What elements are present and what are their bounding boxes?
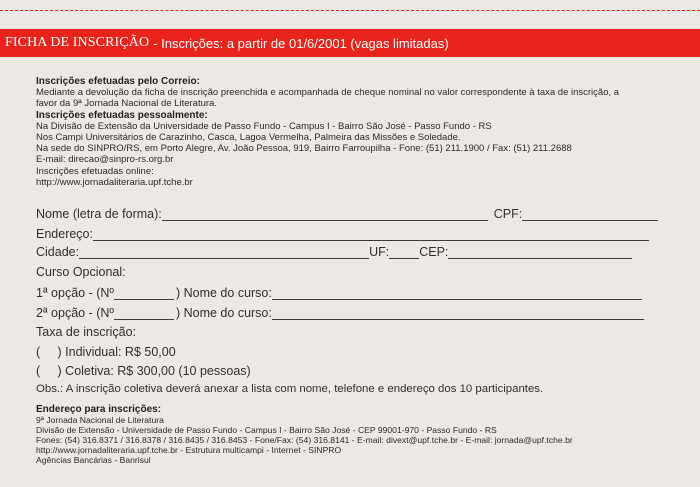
taxa-label: Taxa de inscrição:	[36, 325, 137, 339]
coletiva-row	[36, 364, 251, 378]
endereco-field[interactable]	[93, 228, 649, 241]
opcao1-row	[36, 286, 642, 300]
personal-line-3: Na sede do SINPRO/RS, em Porto Alegre, Av. João Pessoa, 919, Bairro Farroupilha - Fone: (51) 211.1900 / Fax: (51) 211.2688	[36, 143, 572, 155]
cidade-row	[36, 245, 632, 259]
cpf-field[interactable]	[522, 208, 658, 221]
cpf-label: CPF:	[493, 207, 523, 221]
obs-row	[36, 383, 543, 395]
nome-field[interactable]	[162, 208, 488, 221]
registration-info	[36, 76, 656, 188]
cep-field[interactable]	[448, 246, 632, 259]
form-subtitle: - Inscrições: a partir de 01/6/2001 (vagas limitadas)	[153, 35, 449, 51]
footer-line-2: Divisão de Extensão - Universidade de Passo Fundo - Campus I - Bairro São José - CEP 99001-970 - Passo Fundo - RS	[36, 425, 497, 435]
opcao2-curso-field[interactable]	[272, 307, 644, 320]
footer-line-5: Agências Bancárias - Banrisul	[36, 455, 151, 465]
opcao2-number-field[interactable]	[114, 307, 174, 320]
taxa-row	[36, 325, 136, 339]
individual-label: ) Individual: R$ 50,00	[57, 345, 176, 359]
online-url: http://www.jornadaliteraria.upf.tche.br	[36, 177, 193, 189]
opcao2-label: 2ª opção - (Nº	[36, 306, 114, 320]
cut-line	[0, 10, 700, 11]
footer-address	[36, 404, 656, 465]
email-line: E-mail: direcao@sinpro-rs.org.br	[36, 154, 174, 166]
personal-heading: Inscrições efetuadas pessoalmente:	[36, 109, 208, 121]
opcao1-curso-field[interactable]	[272, 287, 642, 300]
personal-line-1: Na Divisão de Extensão da Universidade de Passo Fundo - Campus I - Bairro São José - Passo Fundo - RS	[36, 120, 492, 132]
footer-line-3: Fones: (54) 316.8371 / 316.8378 / 316.8435 / 316.8453 - Fone/Fax: (54) 316.8141 - E-mail: divext@upf.tche.br - E-mail: jornada@upf.tche.br	[36, 435, 573, 445]
opcao1-curso-label: ) Nome do curso:	[175, 286, 272, 300]
opcao2-curso-label: ) Nome do curso:	[175, 306, 272, 320]
mail-text-1: Mediante a devolução da ficha de inscrição preenchida e acompanhada de cheque nominal no valor correspondente à taxa de inscrição, a	[36, 87, 620, 98]
obs-text: Obs.: A inscrição coletiva deverá anexar a lista com nome, telefone e endereço dos 10 participantes.	[36, 383, 544, 395]
endereco-row	[36, 227, 649, 241]
mail-heading: Inscrições efetuadas pelo Correio:	[36, 76, 200, 87]
cep-label: CEP:	[419, 245, 449, 259]
coletiva-label: ) Coletiva: R$ 300,00 (10 pessoas)	[57, 364, 251, 378]
curso-opcional-row	[36, 265, 126, 279]
footer-heading: Endereço para inscrições:	[36, 404, 162, 415]
opcao1-label: 1ª opção - (Nº	[36, 286, 114, 300]
cidade-field[interactable]	[79, 246, 369, 259]
coletiva-checkbox[interactable]: (	[36, 364, 58, 378]
mail-text-2: favor da 9ª Jornada Nacional de Literatura.	[36, 98, 217, 110]
nome-label: Nome (letra de forma):	[36, 207, 162, 221]
footer-line-1: 9ª Jornada Nacional de Literatura	[36, 415, 164, 425]
cidade-label: Cidade:	[36, 245, 80, 259]
personal-line-2: Nos Campi Universitários de Carazinho, Casca, Lagoa Vermelha, Palmeira das Missões e Soledade.	[36, 131, 461, 143]
individual-checkbox[interactable]: (	[36, 345, 58, 359]
online-label: Inscrições efetuadas online:	[36, 165, 154, 177]
footer-line-4: http://www.jornadaliteraria.upf.tche.br - Estrutura multicampi - Internet - SINPRO	[36, 445, 342, 455]
curso-opcional-label: Curso Opcional:	[36, 265, 126, 279]
opcao1-number-field[interactable]	[114, 287, 174, 300]
individual-row	[36, 345, 176, 359]
uf-label: UF:	[369, 245, 390, 259]
nome-row	[36, 207, 658, 221]
opcao2-row	[36, 306, 644, 320]
uf-field[interactable]	[389, 246, 419, 259]
header-band	[0, 29, 700, 57]
form-title: FICHA DE INSCRIÇÃO	[5, 35, 150, 50]
endereco-label: Endereço:	[36, 227, 93, 241]
